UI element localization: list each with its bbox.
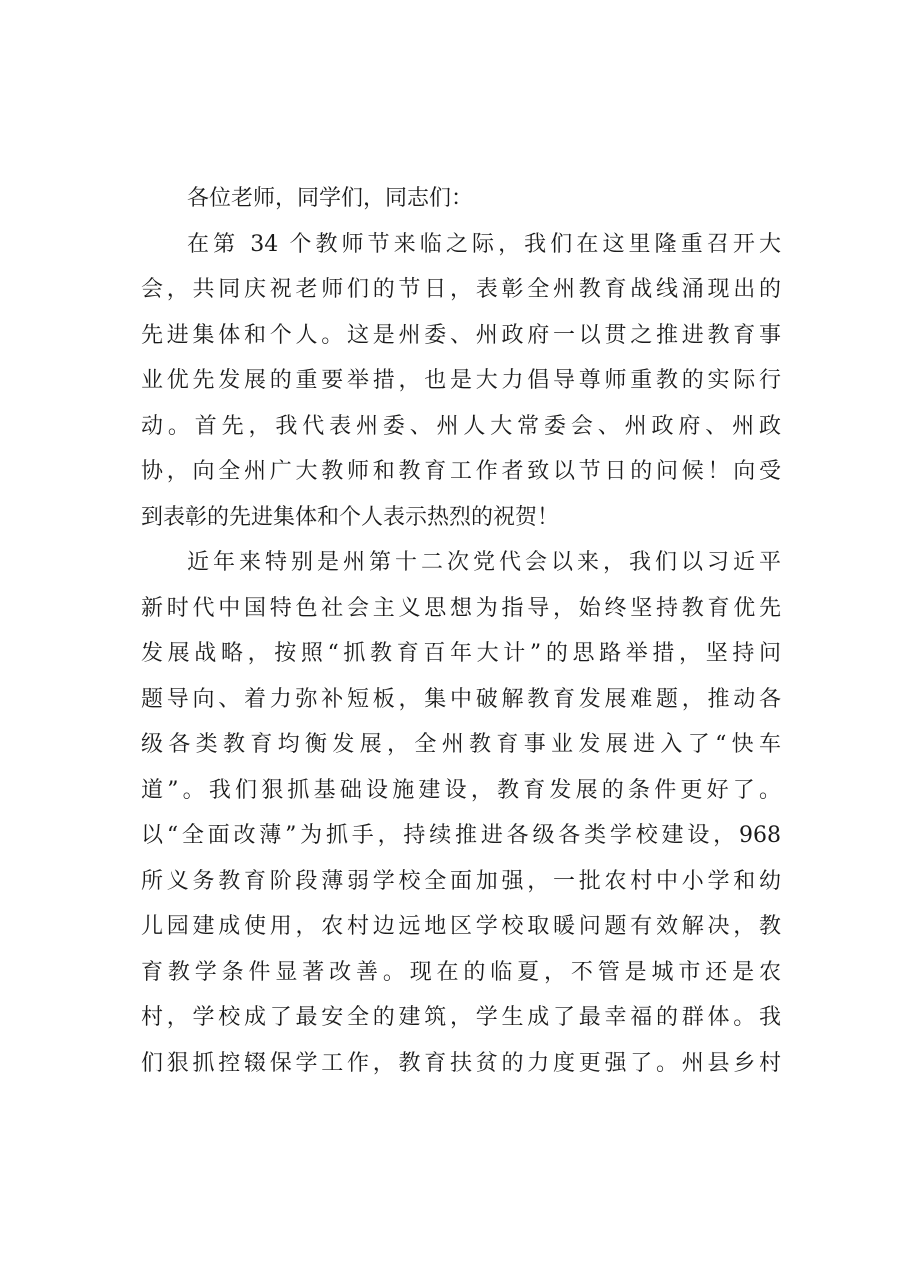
text-line: 会，共同庆祝老师们的节日，表彰全州教育战线涌现出的 <box>141 277 781 302</box>
text-line: 级各类教育均衡发展，全州教育事业发展进入了“快车 <box>141 732 781 757</box>
text-line: 发展战略，按照“抓教育百年大计”的思路举措，坚持问 <box>141 641 781 666</box>
text-line: 业优先发展的重要举措，也是大力倡导尊师重教的实际行 <box>141 368 781 393</box>
text-line: 动。首先，我代表州委、州人大常委会、州政府、州政 <box>141 413 781 439</box>
text-line: 们狠抓控辍保学工作，教育扶贫的力度更强了。州县乡村 <box>141 1050 781 1076</box>
text-line: 题导向、着力弥补短板，集中破解教育发展难题，推动各 <box>141 686 781 712</box>
text-line: 新时代中国特色社会主义思想为指导，始终坚持教育优先 <box>141 595 781 621</box>
text-line: 以“全面改薄”为抓手，持续推进各级各类学校建设，968 <box>141 823 781 848</box>
text-line: 近年来特别是州第十二次党代会以来，我们以习近平 <box>187 550 781 575</box>
text-line: 到表彰的先进集体和个人表示热烈的祝贺！ <box>141 504 560 530</box>
text-line: 村，学校成了最安全的建筑，学生成了最幸福的群体。我 <box>141 1005 781 1030</box>
text-line: 先进集体和个人。这是州委、州政府一以贯之推进教育事 <box>141 322 781 348</box>
text-line: 道”。我们狠抓基础设施建设，教育发展的条件更好了。 <box>141 777 781 803</box>
text-line: 协，向全州广大教师和教育工作者致以节日的问候！向受 <box>141 459 781 484</box>
document-body <box>141 176 781 1086</box>
text-line: 在第 34 个教师节来临之际，我们在这里隆重召开大 <box>187 231 781 257</box>
text-line: 育教学条件显著改善。现在的临夏，不管是城市还是农 <box>141 959 781 985</box>
text-line: 儿园建成使用，农村边远地区学校取暖问题有效解决，教 <box>141 914 781 939</box>
salutation-line: 各位老师，同学们，同志们： <box>187 186 474 211</box>
text-line: 所义务教育阶段薄弱学校全面加强，一批农村中小学和幼 <box>141 868 781 894</box>
